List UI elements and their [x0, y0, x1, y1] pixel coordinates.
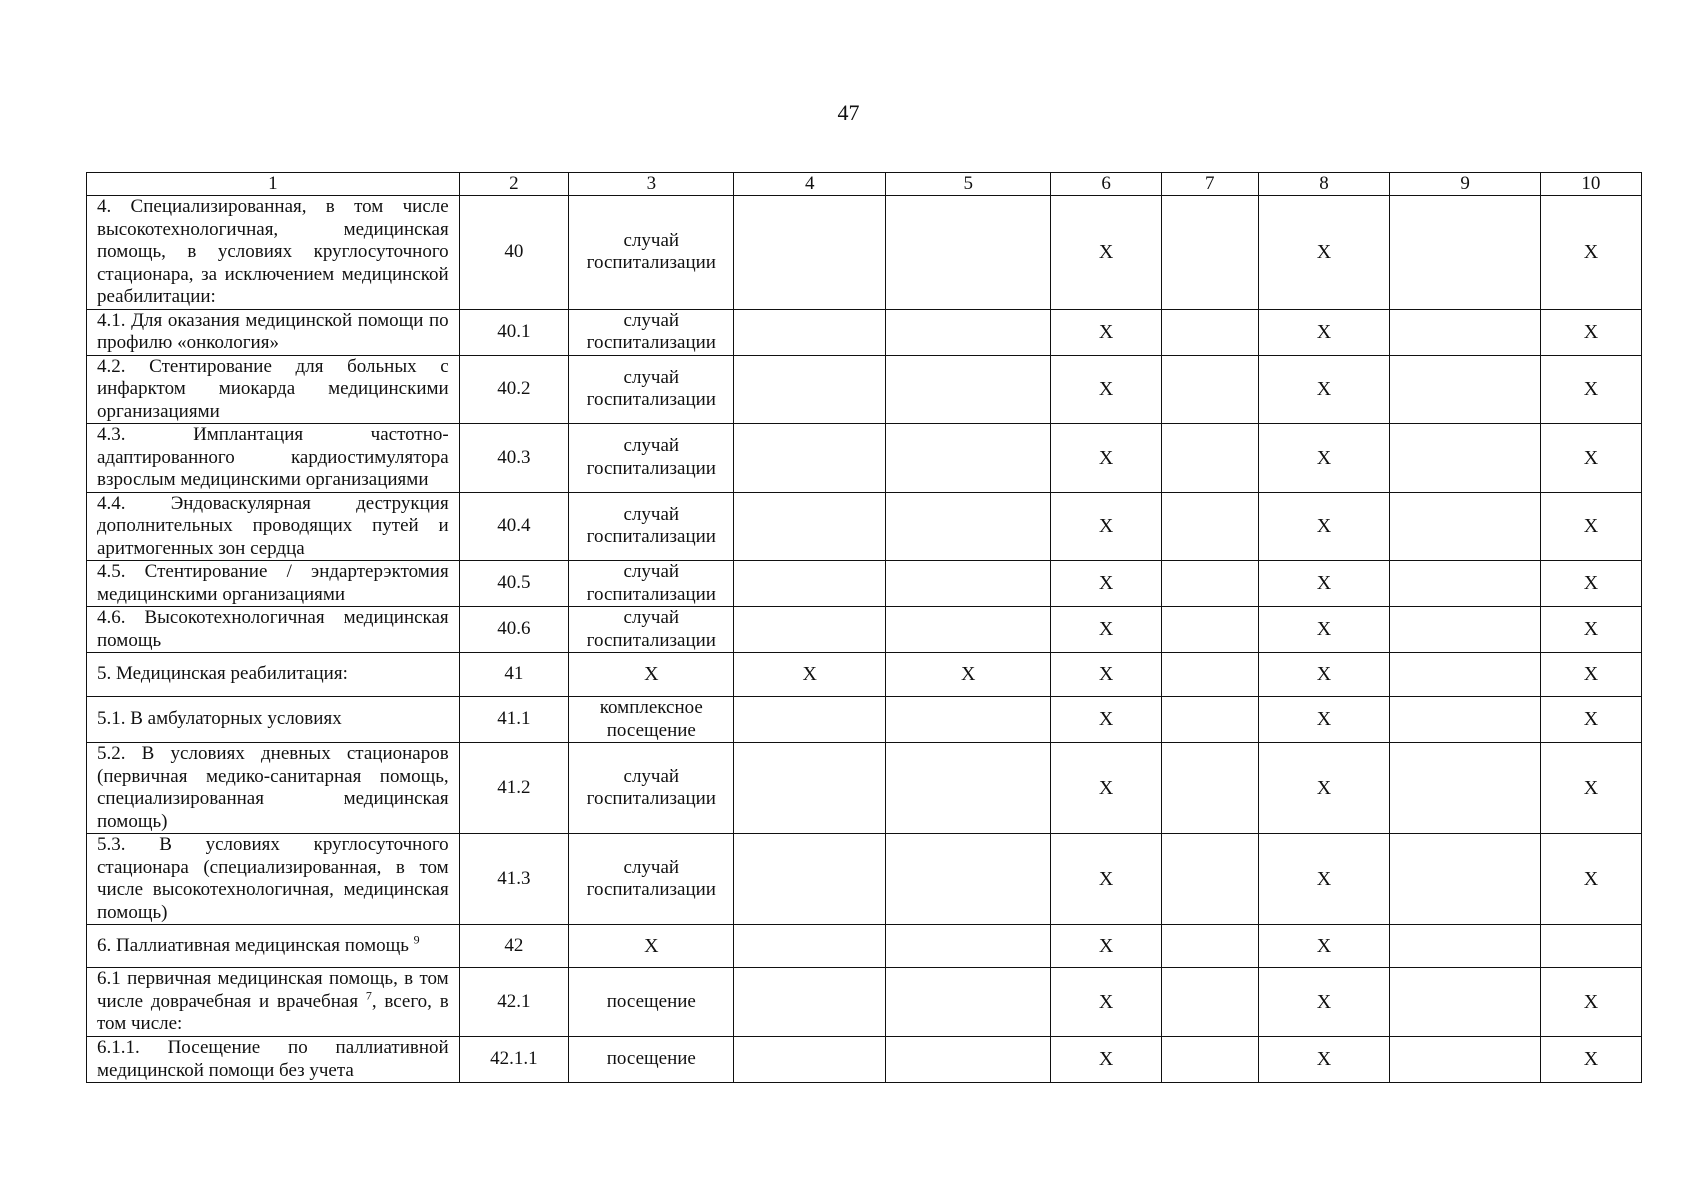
cell-col-5: [886, 925, 1051, 968]
cell-col-5: [886, 355, 1051, 424]
row-code: 41.3: [459, 834, 568, 925]
cell-col-10: X: [1540, 355, 1641, 424]
cell-col-4: [734, 492, 886, 561]
cell-col-8: X: [1258, 1037, 1390, 1083]
cell-col-6: X: [1051, 697, 1162, 743]
cell-col-7: [1161, 697, 1258, 743]
cell-col-5: [886, 834, 1051, 925]
row-code: 40.1: [459, 309, 568, 355]
table-row: [87, 653, 1642, 697]
cell-col-8: X: [1258, 697, 1390, 743]
cell-col-9: [1390, 697, 1541, 743]
row-description: 4.1. Для оказания медицинской помощи по профилю «онкология»: [87, 309, 460, 355]
header-cell: 2: [459, 173, 568, 196]
cell-col-6: X: [1051, 925, 1162, 968]
report-table: [86, 172, 1642, 1083]
cell-col-5: [886, 309, 1051, 355]
cell-col-7: [1161, 968, 1258, 1037]
cell-col-10: X: [1540, 697, 1641, 743]
cell-col-5: X: [886, 653, 1051, 697]
row-unit: случай госпитализации: [569, 492, 734, 561]
cell-col-7: [1161, 834, 1258, 925]
row-description: 4.2. Стентирование для больных с инфарктом миокарда медицинскими организациями: [87, 355, 460, 424]
row-description: 4.4. Эндоваскулярная деструкция дополнительных проводящих путей и аритмогенных зон сердца: [87, 492, 460, 561]
footnote-marker: 9: [413, 932, 420, 947]
cell-col-9: [1390, 743, 1541, 834]
row-description: 4. Специализированная, в том числе высокотехнологичная, медицинская помощь, в условиях круглосуточного стационара, за исключением медицинской реабилитации:: [87, 196, 460, 310]
table-row: [87, 968, 1642, 1037]
cell-col-10: X: [1540, 607, 1641, 653]
cell-col-7: [1161, 1037, 1258, 1083]
row-description: 6.1.1. Посещение по паллиативной медицинской помощи без учета: [87, 1037, 460, 1083]
cell-col-8: X: [1258, 653, 1390, 697]
table-row: [87, 492, 1642, 561]
header-cell: 7: [1161, 173, 1258, 196]
cell-col-9: [1390, 653, 1541, 697]
cell-col-7: [1161, 743, 1258, 834]
cell-col-10: X: [1540, 196, 1641, 310]
row-unit: случай госпитализации: [569, 834, 734, 925]
row-description: [87, 925, 460, 968]
cell-col-4: [734, 309, 886, 355]
header-cell: 8: [1258, 173, 1390, 196]
cell-col-6: X: [1051, 607, 1162, 653]
cell-col-4: [734, 925, 886, 968]
table-row: [87, 834, 1642, 925]
cell-col-10: X: [1540, 653, 1641, 697]
row-code: 40.6: [459, 607, 568, 653]
cell-col-5: [886, 424, 1051, 493]
cell-col-10: X: [1540, 492, 1641, 561]
table-row: [87, 309, 1642, 355]
cell-col-9: [1390, 309, 1541, 355]
cell-col-7: [1161, 925, 1258, 968]
cell-col-8: X: [1258, 925, 1390, 968]
cell-col-6: X: [1051, 834, 1162, 925]
cell-col-8: X: [1258, 561, 1390, 607]
table-row: [87, 355, 1642, 424]
row-code: 40: [459, 196, 568, 310]
table-row: [87, 424, 1642, 493]
cell-col-10: X: [1540, 424, 1641, 493]
cell-col-8: X: [1258, 196, 1390, 310]
cell-col-6: X: [1051, 968, 1162, 1037]
cell-col-8: X: [1258, 968, 1390, 1037]
cell-col-4: [734, 697, 886, 743]
row-description: 5.2. В условиях дневных стационаров (первичная медико-санитарная помощь, специализированная медицинская помощь): [87, 743, 460, 834]
table-row: [87, 925, 1642, 968]
row-unit: случай госпитализации: [569, 561, 734, 607]
row-code: 40.3: [459, 424, 568, 493]
table-row: [87, 561, 1642, 607]
cell-col-7: [1161, 492, 1258, 561]
row-description-text: 6.1 первичная медицинская помощь, в том числе доврачебная и врачебная: [97, 968, 449, 1012]
row-description: [87, 968, 460, 1037]
cell-col-7: [1161, 424, 1258, 493]
cell-col-6: X: [1051, 492, 1162, 561]
cell-col-4: [734, 196, 886, 310]
cell-col-5: [886, 697, 1051, 743]
cell-col-8: X: [1258, 743, 1390, 834]
row-description-text: 6. Паллиативная медицинская помощь: [97, 934, 409, 956]
page-number: 47: [837, 100, 860, 125]
cell-col-10: X: [1540, 309, 1641, 355]
cell-col-4: [734, 834, 886, 925]
row-code: 40.4: [459, 492, 568, 561]
cell-col-9: [1390, 834, 1541, 925]
cell-col-8: X: [1258, 607, 1390, 653]
row-unit: посещение: [569, 1037, 734, 1083]
cell-col-6: X: [1051, 653, 1162, 697]
cell-col-9: [1390, 355, 1541, 424]
row-code: 41: [459, 653, 568, 697]
cell-col-9: [1390, 492, 1541, 561]
cell-col-7: [1161, 653, 1258, 697]
cell-col-8: X: [1258, 424, 1390, 493]
header-cell: 10: [1540, 173, 1641, 196]
header-cell: 9: [1390, 173, 1541, 196]
header-cell: 1: [87, 173, 460, 196]
cell-col-8: X: [1258, 309, 1390, 355]
cell-col-9: [1390, 607, 1541, 653]
cell-col-6: X: [1051, 196, 1162, 310]
table-row: [87, 196, 1642, 310]
header-cell: 5: [886, 173, 1051, 196]
cell-col-8: X: [1258, 492, 1390, 561]
header-cell: 6: [1051, 173, 1162, 196]
cell-col-4: [734, 968, 886, 1037]
row-code: 42.1.1: [459, 1037, 568, 1083]
header-cell: 3: [569, 173, 734, 196]
header-cell: 4: [734, 173, 886, 196]
cell-col-9: [1390, 561, 1541, 607]
footnote-marker: 7: [365, 988, 372, 1003]
row-unit: случай госпитализации: [569, 309, 734, 355]
row-code: 42.1: [459, 968, 568, 1037]
cell-col-4: [734, 561, 886, 607]
cell-col-10: X: [1540, 561, 1641, 607]
cell-col-9: [1390, 968, 1541, 1037]
row-code: 42: [459, 925, 568, 968]
cell-col-6: X: [1051, 743, 1162, 834]
row-description: 5.1. В амбулаторных условиях: [87, 697, 460, 743]
cell-col-4: [734, 743, 886, 834]
cell-col-4: [734, 355, 886, 424]
cell-col-6: X: [1051, 561, 1162, 607]
table-row: [87, 743, 1642, 834]
cell-col-4: [734, 1037, 886, 1083]
row-description-tail: , всего, в том числе:: [97, 990, 449, 1035]
cell-col-9: [1390, 925, 1541, 968]
row-unit: случай госпитализации: [569, 743, 734, 834]
table-row: [87, 607, 1642, 653]
cell-col-7: [1161, 607, 1258, 653]
row-unit: случай госпитализации: [569, 607, 734, 653]
cell-col-5: [886, 196, 1051, 310]
cell-col-4: X: [734, 653, 886, 697]
row-unit: X: [569, 925, 734, 968]
row-unit: случай госпитализации: [569, 424, 734, 493]
cell-col-10: X: [1540, 743, 1641, 834]
table-row: [87, 697, 1642, 743]
row-code: 41.2: [459, 743, 568, 834]
cell-col-9: [1390, 196, 1541, 310]
cell-col-4: [734, 424, 886, 493]
cell-col-5: [886, 968, 1051, 1037]
cell-col-9: [1390, 1037, 1541, 1083]
cell-col-7: [1161, 355, 1258, 424]
header-row: [87, 173, 1642, 196]
cell-col-7: [1161, 309, 1258, 355]
cell-col-6: X: [1051, 424, 1162, 493]
cell-col-4: [734, 607, 886, 653]
row-unit: комплексное посещение: [569, 697, 734, 743]
row-description: 5. Медицинская реабилитация:: [87, 653, 460, 697]
cell-col-5: [886, 607, 1051, 653]
cell-col-6: X: [1051, 1037, 1162, 1083]
row-description: 4.6. Высокотехнологичная медицинская помощь: [87, 607, 460, 653]
cell-col-5: [886, 1037, 1051, 1083]
row-unit: X: [569, 653, 734, 697]
cell-col-7: [1161, 196, 1258, 310]
row-unit: случай госпитализации: [569, 196, 734, 310]
cell-col-10: X: [1540, 1037, 1641, 1083]
cell-col-6: X: [1051, 355, 1162, 424]
cell-col-9: [1390, 424, 1541, 493]
row-description: 4.5. Стентирование / эндартерэктомия медицинскими организациями: [87, 561, 460, 607]
row-code: 40.5: [459, 561, 568, 607]
row-description: 4.3. Имплантация частотно-адаптированного кардиостимулятора взрослым медицинскими организациями: [87, 424, 460, 493]
row-code: 41.1: [459, 697, 568, 743]
cell-col-10: [1540, 925, 1641, 968]
cell-col-10: X: [1540, 968, 1641, 1037]
row-unit: случай госпитализации: [569, 355, 734, 424]
row-code: 40.2: [459, 355, 568, 424]
row-description: 5.3. В условиях круглосуточного стационара (специализированная, в том числе высокотехнологичная, медицинская помощь): [87, 834, 460, 925]
cell-col-6: X: [1051, 309, 1162, 355]
cell-col-5: [886, 492, 1051, 561]
cell-col-8: X: [1258, 834, 1390, 925]
cell-col-10: X: [1540, 834, 1641, 925]
row-unit: посещение: [569, 968, 734, 1037]
cell-col-7: [1161, 561, 1258, 607]
cell-col-5: [886, 561, 1051, 607]
cell-col-5: [886, 743, 1051, 834]
cell-col-8: X: [1258, 355, 1390, 424]
table-row: [87, 1037, 1642, 1083]
